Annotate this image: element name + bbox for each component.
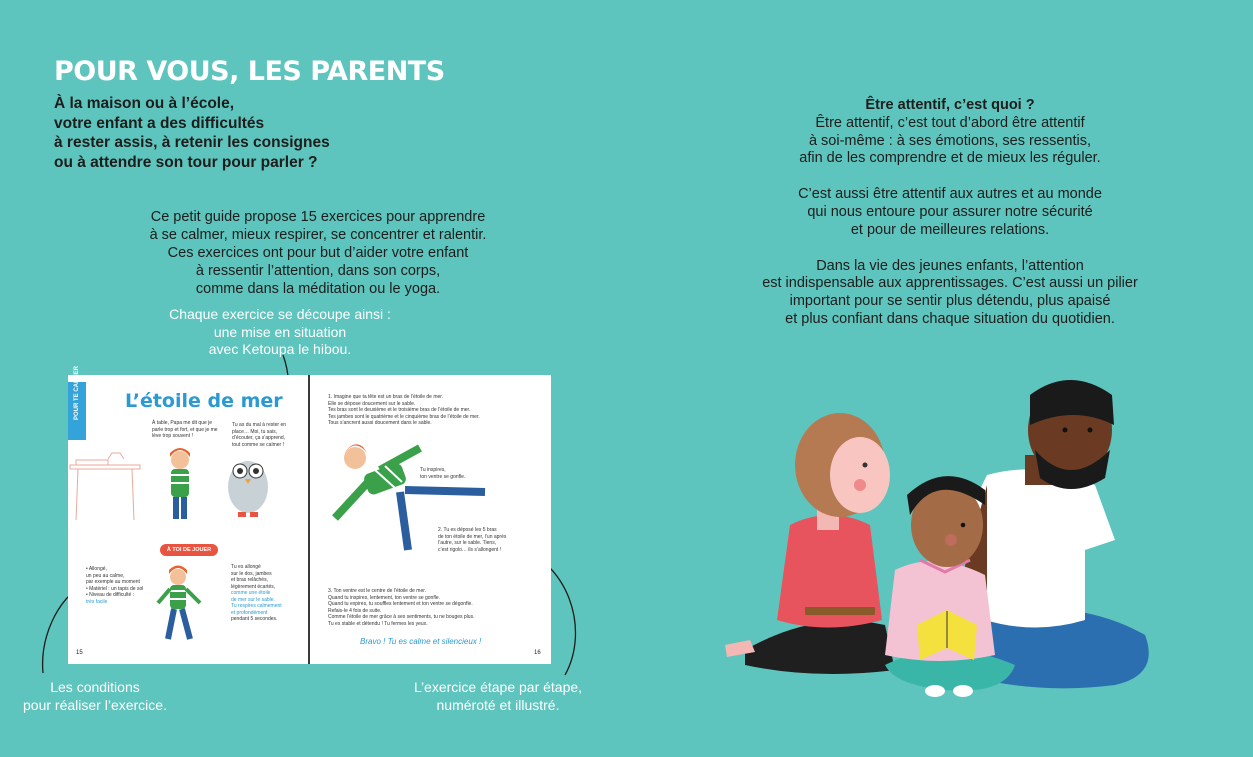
step-line: de ton étoile de mer, l’un après — [438, 533, 507, 540]
inhale-line: ton ventre se gonfle. — [420, 473, 466, 480]
right-line: est indispensable aux apprentissages. C’est aussi un pilier — [762, 275, 1138, 292]
step-line: c’est rigolo… ils s’allongent ! — [438, 546, 502, 553]
exercise-side-text — [231, 564, 293, 623]
intro-line: à rester assis, à retenir les consignes — [54, 134, 330, 151]
step-line: Quand tu inspires, lentement, ton ventre se gonfle. — [328, 594, 441, 601]
right-line: Dans la vie des jeunes enfants, l’attention — [816, 257, 1084, 274]
step-line: Tes jambes sont le quatrième et le cinquième bras de l’étoile de mer. — [328, 413, 480, 420]
side-line: de mer sur le sable. — [231, 596, 275, 603]
annotation-line: Les conditions — [50, 679, 140, 695]
step-line: 2. Tu es déposé les 5 bras — [438, 527, 497, 533]
right-heading: Être attentif, c’est quoi ? — [865, 97, 1035, 113]
book-bravo: Bravo ! Tu es calme et silencieux ! — [360, 637, 482, 646]
right-line: C’est aussi être attentif aux autres et au monde — [798, 186, 1102, 203]
guide-line: comme dans la méditation ou le yoga. — [195, 281, 441, 297]
side-line: pendant 5 secondes. — [231, 616, 278, 622]
side-line: comme une étoile — [231, 590, 271, 596]
side-line: et profondément — [231, 609, 268, 616]
intro-line: À la maison ou à l’école, — [54, 95, 235, 112]
right-line: et plus confiant dans chaque situation du quotidien. — [785, 310, 1115, 327]
annotation-line: numéroté et illustré. — [436, 696, 560, 713]
side-line: Tu es allongé — [231, 564, 261, 570]
condition-line: • Matériel : un tapis de sol — [86, 585, 144, 592]
guide-line: Ces exercices ont pour but d’aider votre enfant — [167, 245, 469, 261]
step-line: Comme l’étoile de mer grâce à ses sentiments, tu ne bouges plus. — [328, 614, 475, 620]
child-arms-out-icon — [158, 566, 200, 640]
inhale-caption — [420, 467, 468, 480]
exercise-step-2 — [438, 527, 508, 553]
page-title: POUR VOUS, LES PARENTS — [54, 56, 445, 87]
step-line: Tous s’ancrent aussi doucement dans le sable. — [328, 420, 432, 426]
family-illustration — [725, 375, 1150, 705]
annotation-line: L’exercice étape par étape, — [413, 679, 583, 695]
step-line: Refais-le 4 fois de suite. — [328, 607, 382, 614]
annotation-line: Chaque exercice se découpe ainsi : — [169, 306, 391, 322]
right-line: Être attentif, c’est tout d’abord être attentif — [815, 114, 1085, 131]
speech-bubble-child: À table, Papa me dit que je parle trop et fort, et que je me lève trop souvent ! — [152, 420, 218, 439]
inhale-line: Tu inspires, — [420, 467, 446, 473]
intro-line: ou à attendre son tour pour parler ? — [54, 153, 318, 171]
step-line: 3. Ton ventre est le centre de l’étoile de mer. — [328, 588, 427, 594]
page-number-left: 15 — [76, 650, 83, 656]
play-button-label: À TOI DE JOUER — [160, 544, 218, 556]
right-line: afin de les comprendre et de mieux les réguler. — [799, 150, 1101, 167]
exercise-step-1 — [328, 394, 500, 427]
annotation-line: pour réaliser l’exercice. — [23, 696, 167, 713]
annotation-line: une mise en situation — [213, 323, 347, 340]
right-line: qui nous entoure pour assurer notre sécurité — [807, 203, 1093, 220]
exercise-step-3 — [328, 588, 528, 627]
table-chair-sketch-icon — [70, 453, 140, 520]
step-line: Elle se dépose doucement sur le sable. — [328, 400, 416, 407]
condition-line: par exemple au moment — [86, 579, 140, 585]
side-line: sur le dos, jambes — [231, 570, 272, 577]
condition-line: • Niveau de difficulté : — [86, 592, 135, 598]
mother-icon — [725, 413, 895, 674]
child-standing-icon — [170, 448, 190, 519]
right-line: et pour de meilleures relations. — [850, 221, 1050, 238]
right-line: important pour se sentir plus détendu, plus apaisé — [789, 293, 1111, 310]
guide-line: Ce petit guide propose 15 exercices pour apprendre — [150, 209, 486, 225]
intro-line: votre enfant a des difficultés — [54, 114, 265, 132]
step-line: l’autre, sur le sable. Tiens, — [438, 540, 497, 546]
right-line: à soi-même : à ses émotions, ses ressentis, — [808, 132, 1092, 149]
condition-line: très facile — [86, 598, 108, 605]
book-title: L’étoile de mer — [125, 390, 283, 412]
condition-line: • Allongé, — [86, 566, 107, 572]
exercise-conditions — [86, 566, 156, 605]
speech-bubble-owl: Tu as du mal à rester en place… Moi, tu sais, d’écouter, ça s’apprend, tout comme se calmer ! — [232, 422, 287, 448]
step-line: 1. Imagine que ta tête est un bras de l’étoile de mer. — [328, 394, 444, 400]
right-column — [710, 97, 1190, 329]
step-line: Quand tu expires, tu souffles lentement et ton ventre se dégonfle. — [328, 601, 473, 607]
page-number-right: 16 — [534, 650, 541, 656]
book-tab-label: POUR TE CALMER — [74, 366, 80, 420]
step-line: Tu es stable et détendu ! Tu fermes les yeux. — [328, 620, 428, 627]
annotation-line: avec Ketoupa le hibou. — [208, 341, 352, 357]
side-line: légèrement écartés, — [231, 583, 276, 590]
owl-ketoupa-icon — [228, 461, 268, 517]
condition-line: un peu au calme, — [86, 572, 125, 579]
side-line: Tu respires calmement — [231, 603, 282, 609]
step-line: Tes bras sont le deuxième et le troisième bras de l’étoile de mer. — [328, 407, 471, 413]
guide-line: à ressentir l’attention, dans son corps, — [195, 263, 441, 279]
side-line: et bras relâchés, — [231, 577, 268, 583]
guide-line: à se calmer, mieux respirer, se concentrer et ralentir. — [149, 227, 487, 243]
